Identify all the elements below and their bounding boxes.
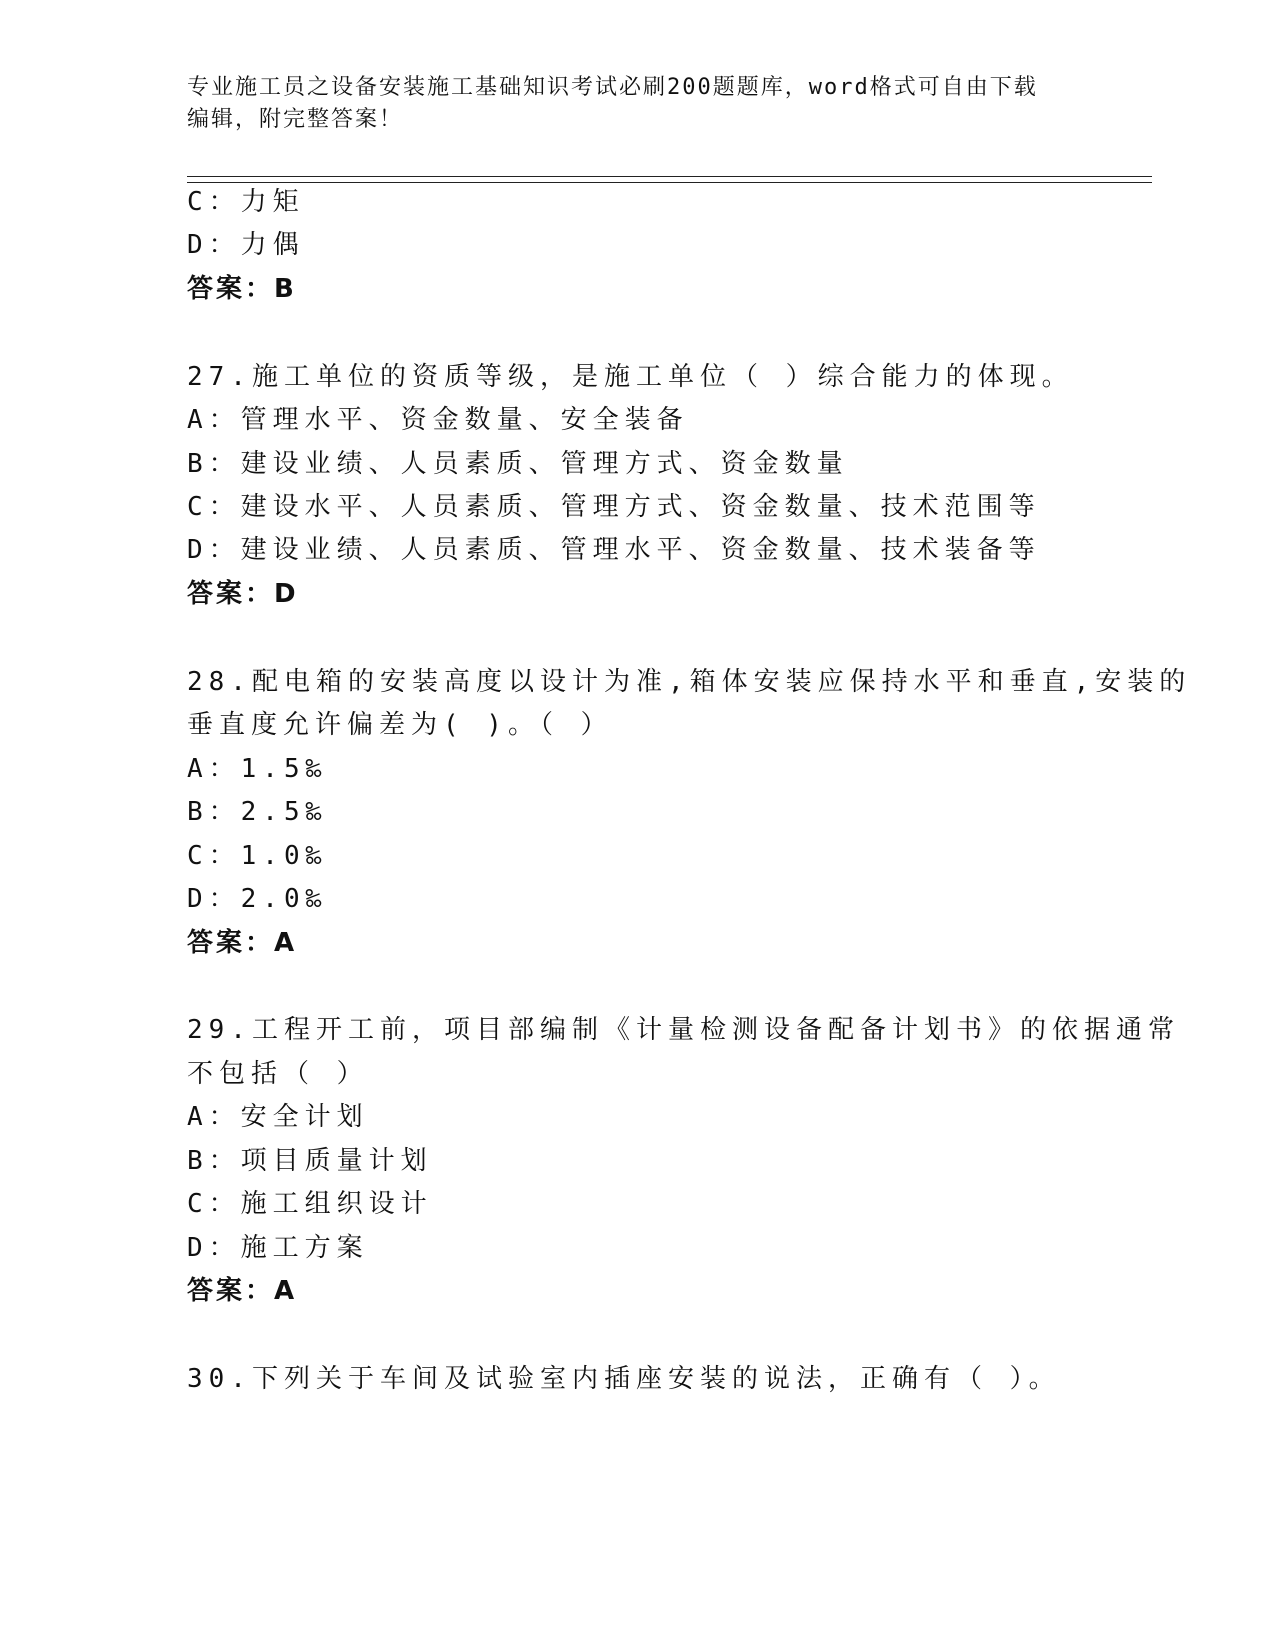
header-divider-top xyxy=(187,176,1152,177)
q29-option-c: C：施工组织设计 xyxy=(187,1189,433,1219)
header-divider-bottom xyxy=(187,182,1152,183)
q27-option-a: A：管理水平、资金数量、安全装备 xyxy=(187,405,689,435)
q28-option-b: B：2.5‰ xyxy=(187,797,328,827)
q28-option-c: C：1.0‰ xyxy=(187,841,328,871)
document-header xyxy=(187,72,1067,136)
q28-option-a: A：1.5‰ xyxy=(187,754,328,784)
q29-question-line1: 29.工程开工前，项目部编制《计量检测设备配备计划书》的依据通常 xyxy=(187,1015,1180,1045)
q30-question: 30.下列关于车间及试验室内插座安装的说法，正确有（ ）。 xyxy=(187,1364,1061,1394)
q27-answer: 答案：D xyxy=(187,579,299,609)
q28-question-line2: 垂直度允许偏差为( )。（ ） xyxy=(187,710,613,740)
q26-option-d: D：力偶 xyxy=(187,230,305,260)
q26-answer: 答案：B xyxy=(187,274,297,304)
header-title-line2: 编辑，附完整答案！ xyxy=(187,107,404,132)
q28-question-line1: 28.配电箱的安装高度以设计为准,箱体安装应保持水平和垂直,安装的 xyxy=(187,667,1192,697)
q28-option-d: D：2.0‰ xyxy=(187,884,328,914)
q26-option-c: C：力矩 xyxy=(187,187,305,217)
q27-question: 27.施工单位的资质等级，是施工单位（ ）综合能力的体现。 xyxy=(187,362,1074,392)
q29-option-a: A：安全计划 xyxy=(187,1102,369,1132)
header-title-line1: 专业施工员之设备安装施工基础知识考试必刷200题题库，word格式可自由下载 xyxy=(187,75,1038,100)
q28-answer: 答案：A xyxy=(187,928,298,958)
q29-option-b: B：项目质量计划 xyxy=(187,1146,433,1176)
q27-option-d: D：建设业绩、人员素质、管理水平、资金数量、技术装备等 xyxy=(187,535,1041,565)
q29-question-line2: 不包括（ ） xyxy=(187,1059,369,1089)
q27-option-b: B：建设业绩、人员素质、管理方式、资金数量 xyxy=(187,449,849,479)
q27-option-c: C：建设水平、人员素质、管理方式、资金数量、技术范围等 xyxy=(187,492,1041,522)
q29-option-d: D：施工方案 xyxy=(187,1233,369,1263)
q29-answer: 答案：A xyxy=(187,1276,298,1306)
